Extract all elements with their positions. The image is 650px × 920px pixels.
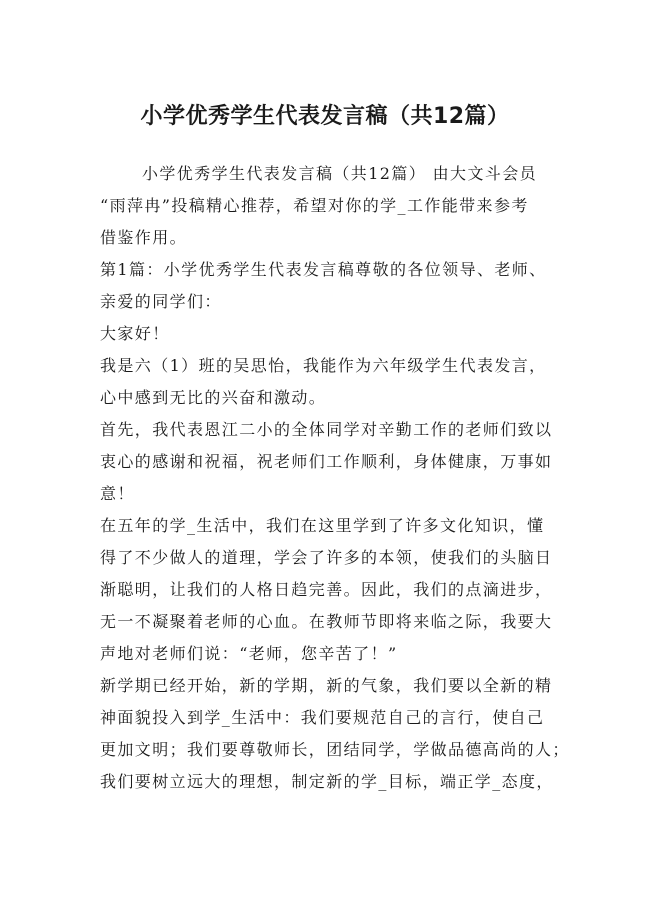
text-line: 声地对老师们说：“老师，您辛苦了！” [100,644,398,663]
text-line: 心中感到无比的兴奋和激动。 [100,388,327,407]
text-line: 意！ [100,484,135,503]
text-line: 首先，我代表恩江二小的全体同学对辛勤工作的老师们致以 [100,420,553,439]
text-line: “雨萍冉”投稿精心推荐，希望对你的学_工作能带来参考 [100,196,529,215]
text-line: 得了不少做人的道理，学会了许多的本领，使我们的头脑日 [100,548,553,567]
paragraph [100,414,570,510]
paragraph [100,510,570,670]
text-line: 更加文明；我们要尊敬师长，团结同学，学做品德高尚的人； [100,740,570,759]
text-line: 小学优秀学生代表发言稿（共12篇） 由大文斗会员 [142,164,538,183]
document-body [100,158,570,798]
text-line: 神面貌投入到学_生活中：我们要规范自己的言行，使自己 [100,708,545,727]
text-line: 无一不凝聚着老师的心血。在教师节即将来临之际，我要大 [100,612,553,631]
text-line: 我们要树立远大的理想，制定新的学_目标，端正学_态度， [100,772,554,791]
text-line: 渐聪明，让我们的人格日趋完善。因此，我们的点滴进步， [100,580,553,599]
text-line: 亲爱的同学们： [100,292,222,311]
paragraph [100,670,570,798]
document-title: 小学优秀学生代表发言稿（共12篇） [140,104,510,129]
paragraph [100,350,570,414]
text-line: 第1篇：小学优秀学生代表发言稿尊敬的各位领导、老师、 [100,260,547,279]
text-line: 借鉴作用。 [100,228,188,247]
paragraph [100,158,570,254]
text-line: 我是六（1）班的吴思怡，我能作为六年级学生代表发言， [100,356,547,375]
paragraph [100,254,570,318]
text-line: 大家好！ [100,324,170,343]
text-line: 在五年的学_生活中，我们在这里学到了许多文化知识，懂 [100,516,545,535]
text-line: 衷心的感谢和祝福，祝老师们工作顺利，身体健康，万事如 [100,452,553,471]
text-line: 新学期已经开始，新的学期，新的气象，我们要以全新的精 [100,676,553,695]
paragraph [100,318,570,350]
